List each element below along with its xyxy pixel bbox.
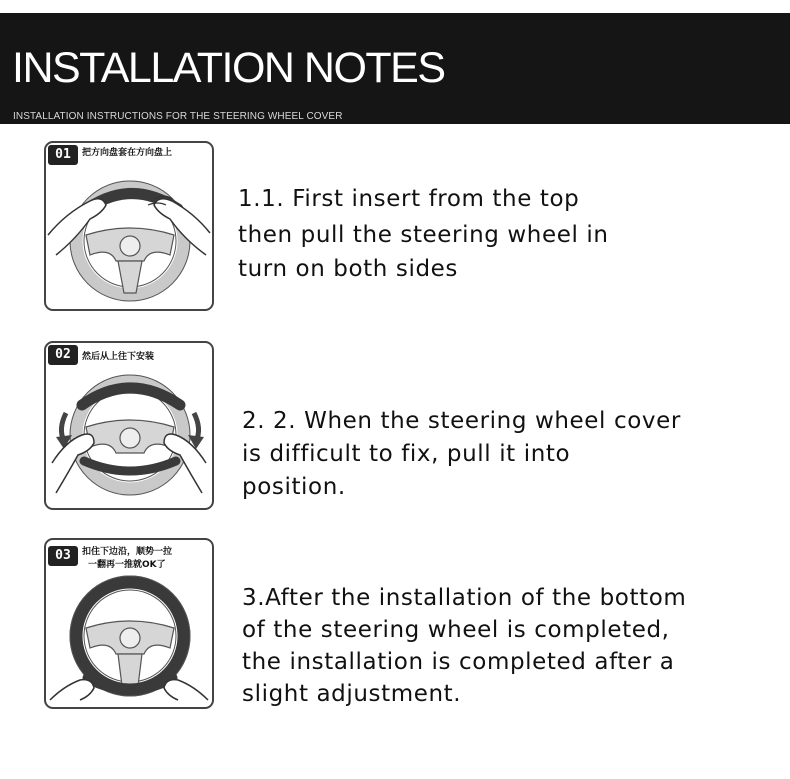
- step-caption: [82, 546, 172, 572]
- step-3-illustration: [44, 538, 214, 709]
- step-text-line: 1.1. First insert from the top: [238, 186, 580, 212]
- header-banner: [0, 13, 790, 124]
- step-text-line: 3.After the installation of the bottom: [242, 585, 687, 611]
- step-2-text: [242, 405, 681, 504]
- step-text-line: is difficult to fix, pull it into: [242, 441, 571, 467]
- step-caption-line: 一翻再一推就OK了: [88, 560, 166, 570]
- steering-wheel-arrows-icon: [46, 343, 212, 508]
- step-caption: 把方向盘套在方向盘上: [82, 148, 173, 158]
- step-text-line: 2. 2. When the steering wheel cover: [242, 408, 681, 434]
- page-title: INSTALLATION NOTES: [12, 44, 445, 92]
- step-text-line: of the steering wheel is completed,: [242, 617, 670, 643]
- page-subtitle: INSTALLATION INSTRUCTIONS FOR THE STEERING WHEEL COVER: [13, 111, 343, 122]
- step-caption-line: 扣住下边沿，顺势一拉: [82, 547, 173, 557]
- step-text-line: slight adjustment.: [242, 681, 462, 707]
- step-caption: 然后从上往下安装: [82, 352, 155, 362]
- step-1-illustration: [44, 141, 214, 311]
- step-1-text: [238, 182, 609, 286]
- step-3-text: [242, 582, 686, 710]
- steering-wheel-hands-top-icon: [46, 143, 212, 309]
- step-2-illustration: [44, 341, 214, 510]
- step-text-line: turn on both sides: [238, 256, 458, 282]
- step-text-line: the installation is completed after a: [242, 649, 675, 675]
- step-number-badge: 01: [48, 145, 78, 165]
- step-text-line: then pull the steering wheel in: [238, 222, 609, 248]
- step-text-line: position.: [242, 474, 346, 500]
- step-number-badge: 03: [48, 546, 78, 566]
- step-number-badge: 02: [48, 345, 78, 365]
